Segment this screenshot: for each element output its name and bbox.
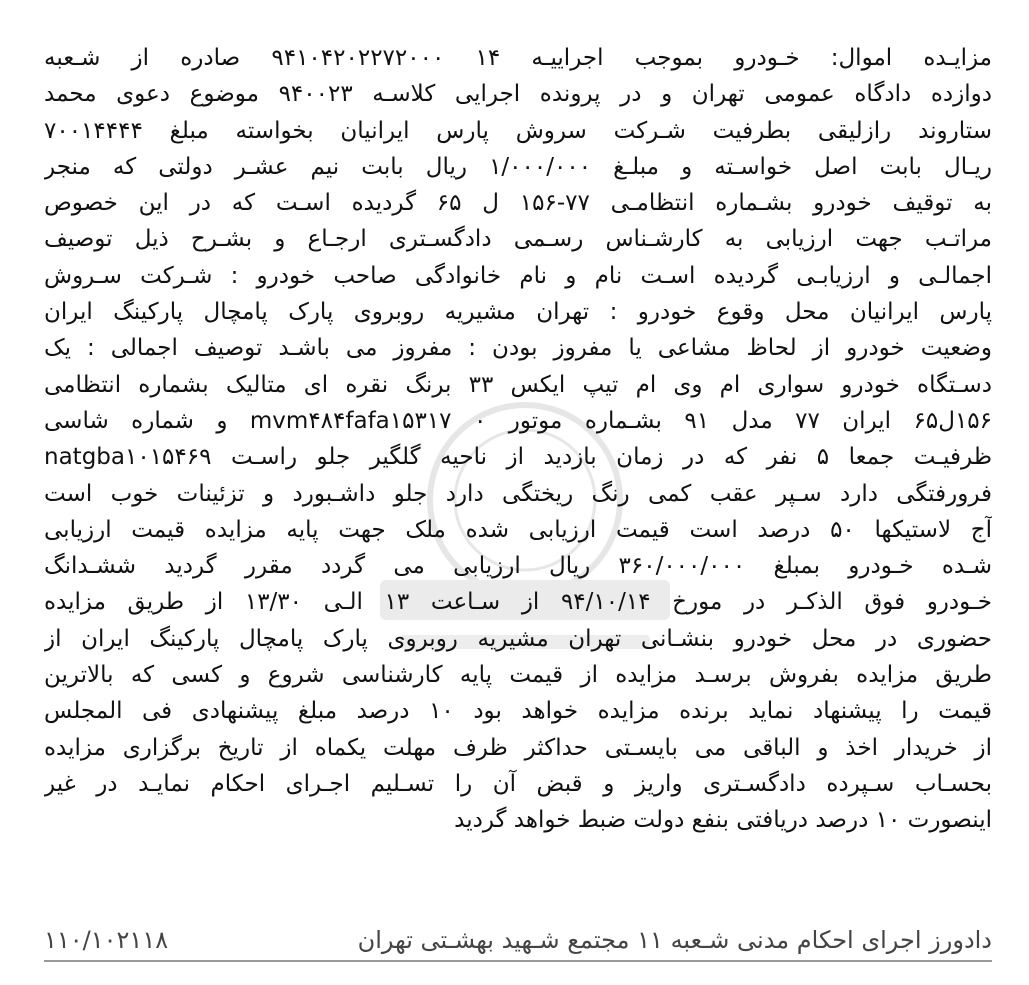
issuer-signature: دادورز اجرای احکام مدنی شـعبه ۱۱ مجتمع شـهید بهشـتی تهران xyxy=(357,926,992,954)
notice-line: از خریدار اخذ و الباقی می بایسـتی حداکثر ظرف مهلت یکماه از تاریخ برگزاری مزایده xyxy=(44,734,992,761)
auction-notice-body xyxy=(44,40,992,839)
notice-line: مراتـب جهت ارزیابی به کارشـناس رسـمی دادگسـتری ارجـاع و بشـرح ذیل توصیف xyxy=(44,226,992,253)
notice-line: پارس ایرانیان محل وقوع خودرو : تهران مشیریه روبروی پارک پامچال پارکینگ ایران xyxy=(44,299,992,326)
notice-line: اینصورت ۱۰ درصد دریافتی بنفع دولت ضبط خواهد گردید xyxy=(454,807,992,834)
notice-line: قیمت را پیشنهاد نماید برنده مزایده خواهد بود ۱۰ درصد مبلغ پیشنهادی فی المجلس xyxy=(44,698,992,725)
notice-line: وضعیت خودرو از لحاظ مشاعی یا مفروز بودن : مفروز می باشـد توصیف اجمالی : یک xyxy=(44,335,992,362)
notice-line: ریـال بابت اصل خواسـته و مبلـغ ۱/۰۰۰/۰۰۰ ریال بابت نیم عشـر دولتی که منجر xyxy=(44,153,992,180)
notice-line: حضوری در محل خودرو بنشـانی تهران مشیریه روبروی پارک پامچال پارکینگ ایران از xyxy=(44,625,992,652)
notice-line: خـودرو فوق الذکـر در مورخ ۹۴/۱۰/۱۴ از سـاعت ۱۳ الـی ۱۳/۳۰ از طریق مزایده xyxy=(44,589,992,616)
notice-line: فرورفتگی دارد سـپر عقب کمی رنگ ریختگی دارد جلو داشـبورد و تزئینات خوب است xyxy=(44,480,992,507)
notice-line: شـده خـودرو بمبلغ ۳۶۰/۰۰۰/۰۰۰ ریال ارزیابی می گردد مقرر گردید ششـدانگ xyxy=(44,553,992,580)
notice-line: بحسـاب سـپرده دادگسـتری واریز و قبض آن را تسـلیم اجـرای احکام نمایـد در غیر xyxy=(44,770,992,797)
notice-reference-number: ۱۱۰/۱۰۲۱۱۸ xyxy=(44,926,169,954)
notice-line: به توقیف خودرو بشـماره انتظامـی ۷۷-۱۵۶ ل ۶۵ گردیده اسـت که در این خصوص xyxy=(44,190,992,217)
notice-line: طریق مزایده بفروش برسـد مزایده از قیمت پایه کارشناسی شروع و کسی که بالاترین xyxy=(44,662,992,689)
notice-line: اجمالـی و ارزیابـی گردیده اسـت نام و نام خانوادگی صاحب خودرو : شـرکت سـروش xyxy=(44,262,992,289)
notice-line: دوازده دادگاه عمومی تهران و در پرونده اجرایی کلاسـه ۹۴۰۰۲۳ موضوع دعوی محمد xyxy=(44,81,992,108)
notice-line: natgba۱۰۱۵۴۶۹ ظرفیـت جمعا ۵ نفر که در زمان بازدید از ناحیه گلگیر جلو راسـت xyxy=(44,444,992,471)
notice-line: ستاروند رازلیقی بطرفیت شـرکت سروش پارس ایرانیان بخواسته مبلغ ۷۰۰۱۴۴۴۴ xyxy=(44,117,992,144)
notice-line: دسـتگاه خودرو سواری ام وی ام تیپ ایکس ۳۳ برنگ نقره ای متالیک بشماره انتظامی xyxy=(44,371,992,398)
notice-footer xyxy=(44,920,992,962)
notice-line: ۱۵۶ل۶۵ ایران ۷۷ مدل ۹۱ بشـماره موتور mvm۴۸۴fafa۱۵۳۱۷ ۰ و شماره شاسی xyxy=(44,407,992,434)
notice-line: آج لاستیکها ۵۰ درصد است قیمت ارزیابی شده ملک جهت پایه مزایده قیمت ارزیابی xyxy=(44,516,992,543)
notice-line: مزایـده اموال: خـودرو بموجب اجراییـه ۱۴ ۹۴۱۰۴۲۰۲۲۷۲۰۰۰ صادره از شـعبه xyxy=(44,45,992,71)
